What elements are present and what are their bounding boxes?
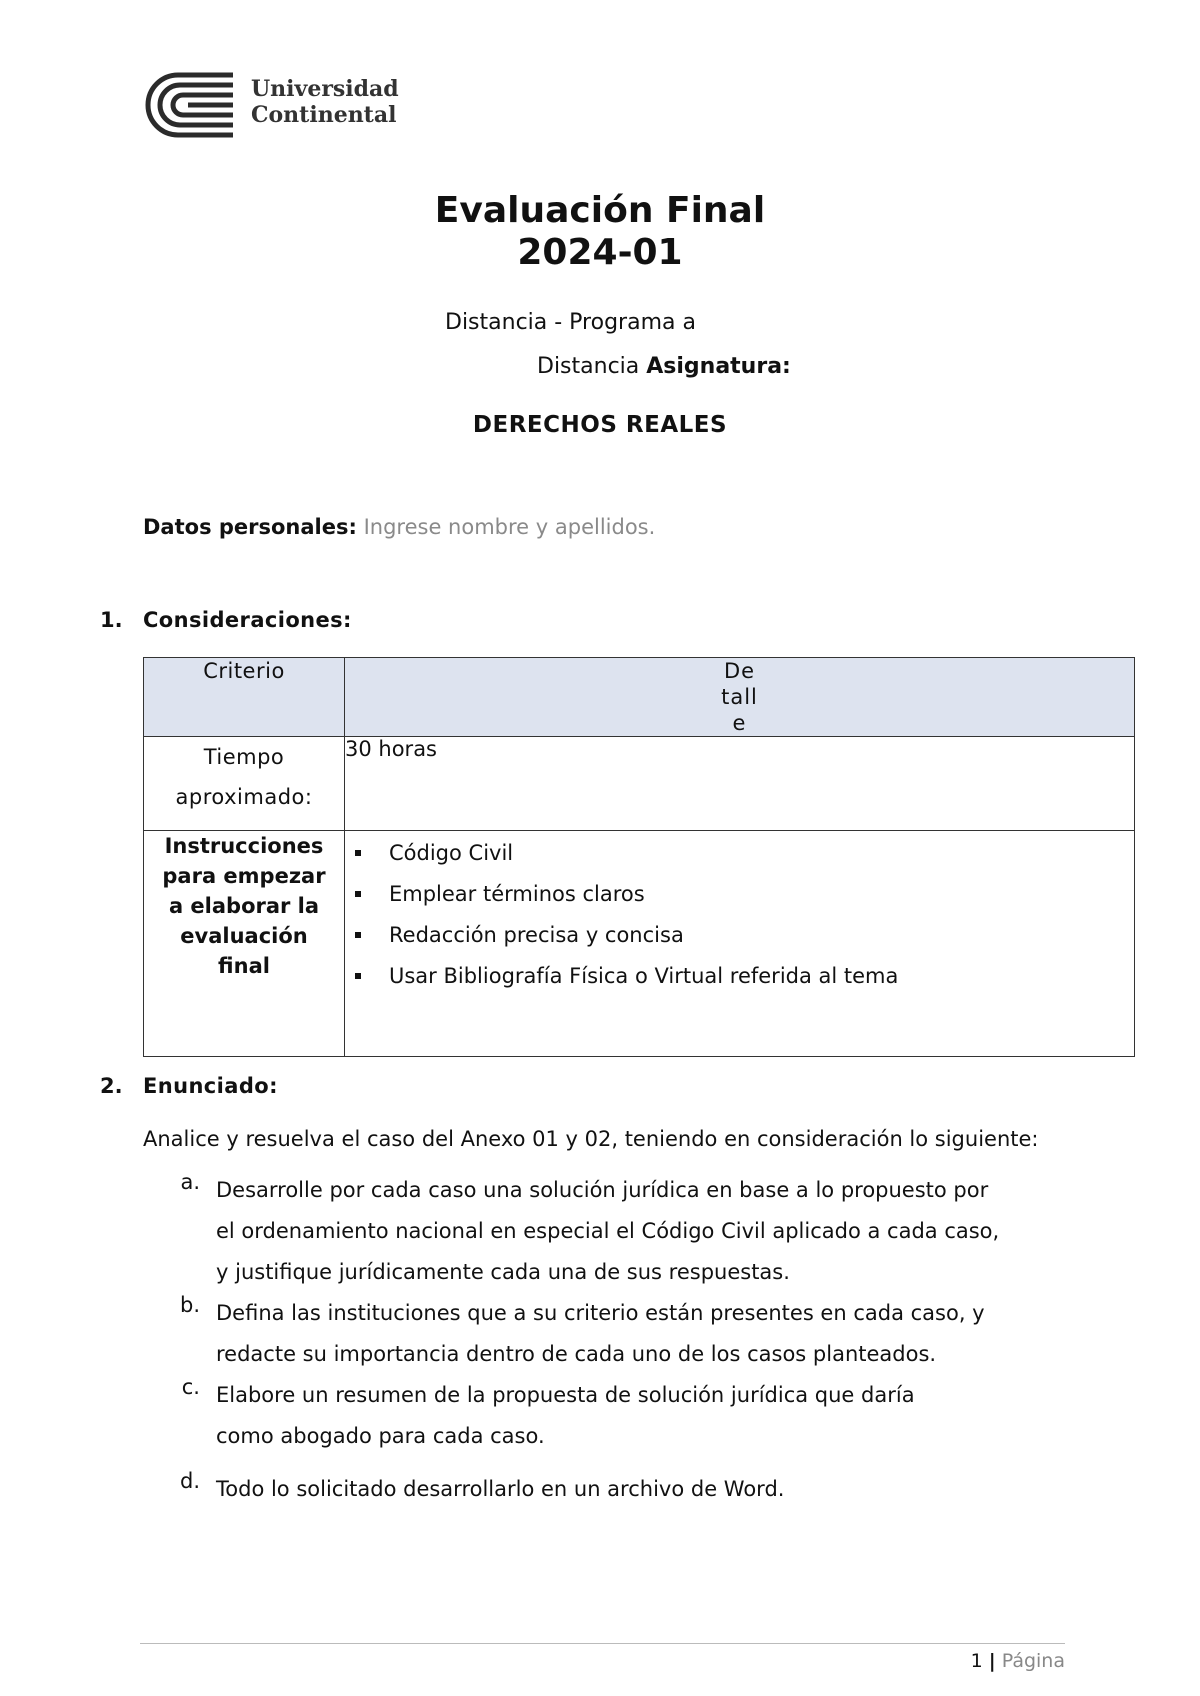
document-title: Evaluación Final [434, 190, 766, 231]
page-separator: | [988, 1650, 996, 1672]
page-number: 1 [970, 1650, 983, 1672]
list-item: Emplear términos claros [389, 874, 1134, 915]
criteria-table [143, 657, 1135, 1057]
criterion-time: Tiempo aproximado: [144, 737, 345, 831]
table-row [144, 737, 1135, 831]
university-logo [143, 70, 403, 140]
header-criterio: Criterio [144, 658, 345, 737]
section1-title: Consideraciones: [143, 608, 352, 632]
section1-number: 1. [100, 608, 123, 632]
item-d-text: Todo lo solicitado desarrollarlo en un archivo de Word. [216, 1477, 785, 1501]
subject-name: DERECHOS REALES [472, 412, 728, 438]
subject-label-line [537, 354, 791, 379]
subject-label: Asignatura: [646, 354, 791, 379]
logo-mark-icon [143, 70, 243, 140]
section2-title: Enunciado: [143, 1074, 278, 1098]
item-b-letter: b. [179, 1293, 200, 1317]
item-b-text: Defina las instituciones que a su criterio están presentes en cada caso, y redacte su importancia dentro de cada uno de los casos planteados. [216, 1301, 985, 1366]
personal-data-label: Datos personales: [143, 515, 357, 539]
list-item: Código Civil [389, 833, 1134, 874]
item-a-letter: a. [180, 1170, 200, 1194]
table-row [144, 831, 1135, 1057]
logo-text-line2: Continental [251, 102, 397, 128]
list-item: Redacción precisa y concisa [389, 915, 1134, 956]
page-word: Página [1001, 1650, 1065, 1672]
enunciado-intro: Analice y resuelva el caso del Anexo 01 y 02, teniendo en consideración lo siguiente: [143, 1127, 1039, 1151]
item-a-text: Desarrolle por cada caso una solución jurídica en base a lo propuesto por el ordenamiento nacional en especial el Código Civil aplicado a cada caso, y justifique jurídicamente cada una de sus respuestas. [216, 1178, 1000, 1284]
item-c-text: Elabore un resumen de la propuesta de solución jurídica que daría como abogado para cada caso. [216, 1383, 915, 1448]
footer-divider [140, 1643, 1065, 1644]
header-detalle: Detall e [345, 658, 1135, 737]
item-d-letter: d. [179, 1469, 200, 1493]
list-item: Usar Bibliografía Física o Virtual referida al tema [389, 956, 1134, 997]
personal-data-line [143, 515, 655, 539]
name-input-placeholder[interactable]: Ingrese nombre y apellidos. [363, 515, 656, 539]
page-footer [900, 1650, 1065, 1672]
document-period: 2024-01 [517, 232, 683, 273]
instructions-list [345, 833, 1134, 997]
criterion-instructions: Instrucciones para empezar a elaborar la evaluación final [144, 831, 345, 1057]
detail-instructions [345, 831, 1135, 1057]
modality-continued: Distancia [537, 354, 647, 379]
item-c-letter: c. [181, 1375, 200, 1399]
logo-text-line1: Universidad [251, 76, 399, 102]
section2-number: 2. [100, 1074, 123, 1098]
detail-time: 30 horas [345, 737, 1135, 831]
modality-line: Distancia - Programa a [445, 310, 696, 335]
table-header-row [144, 658, 1135, 737]
